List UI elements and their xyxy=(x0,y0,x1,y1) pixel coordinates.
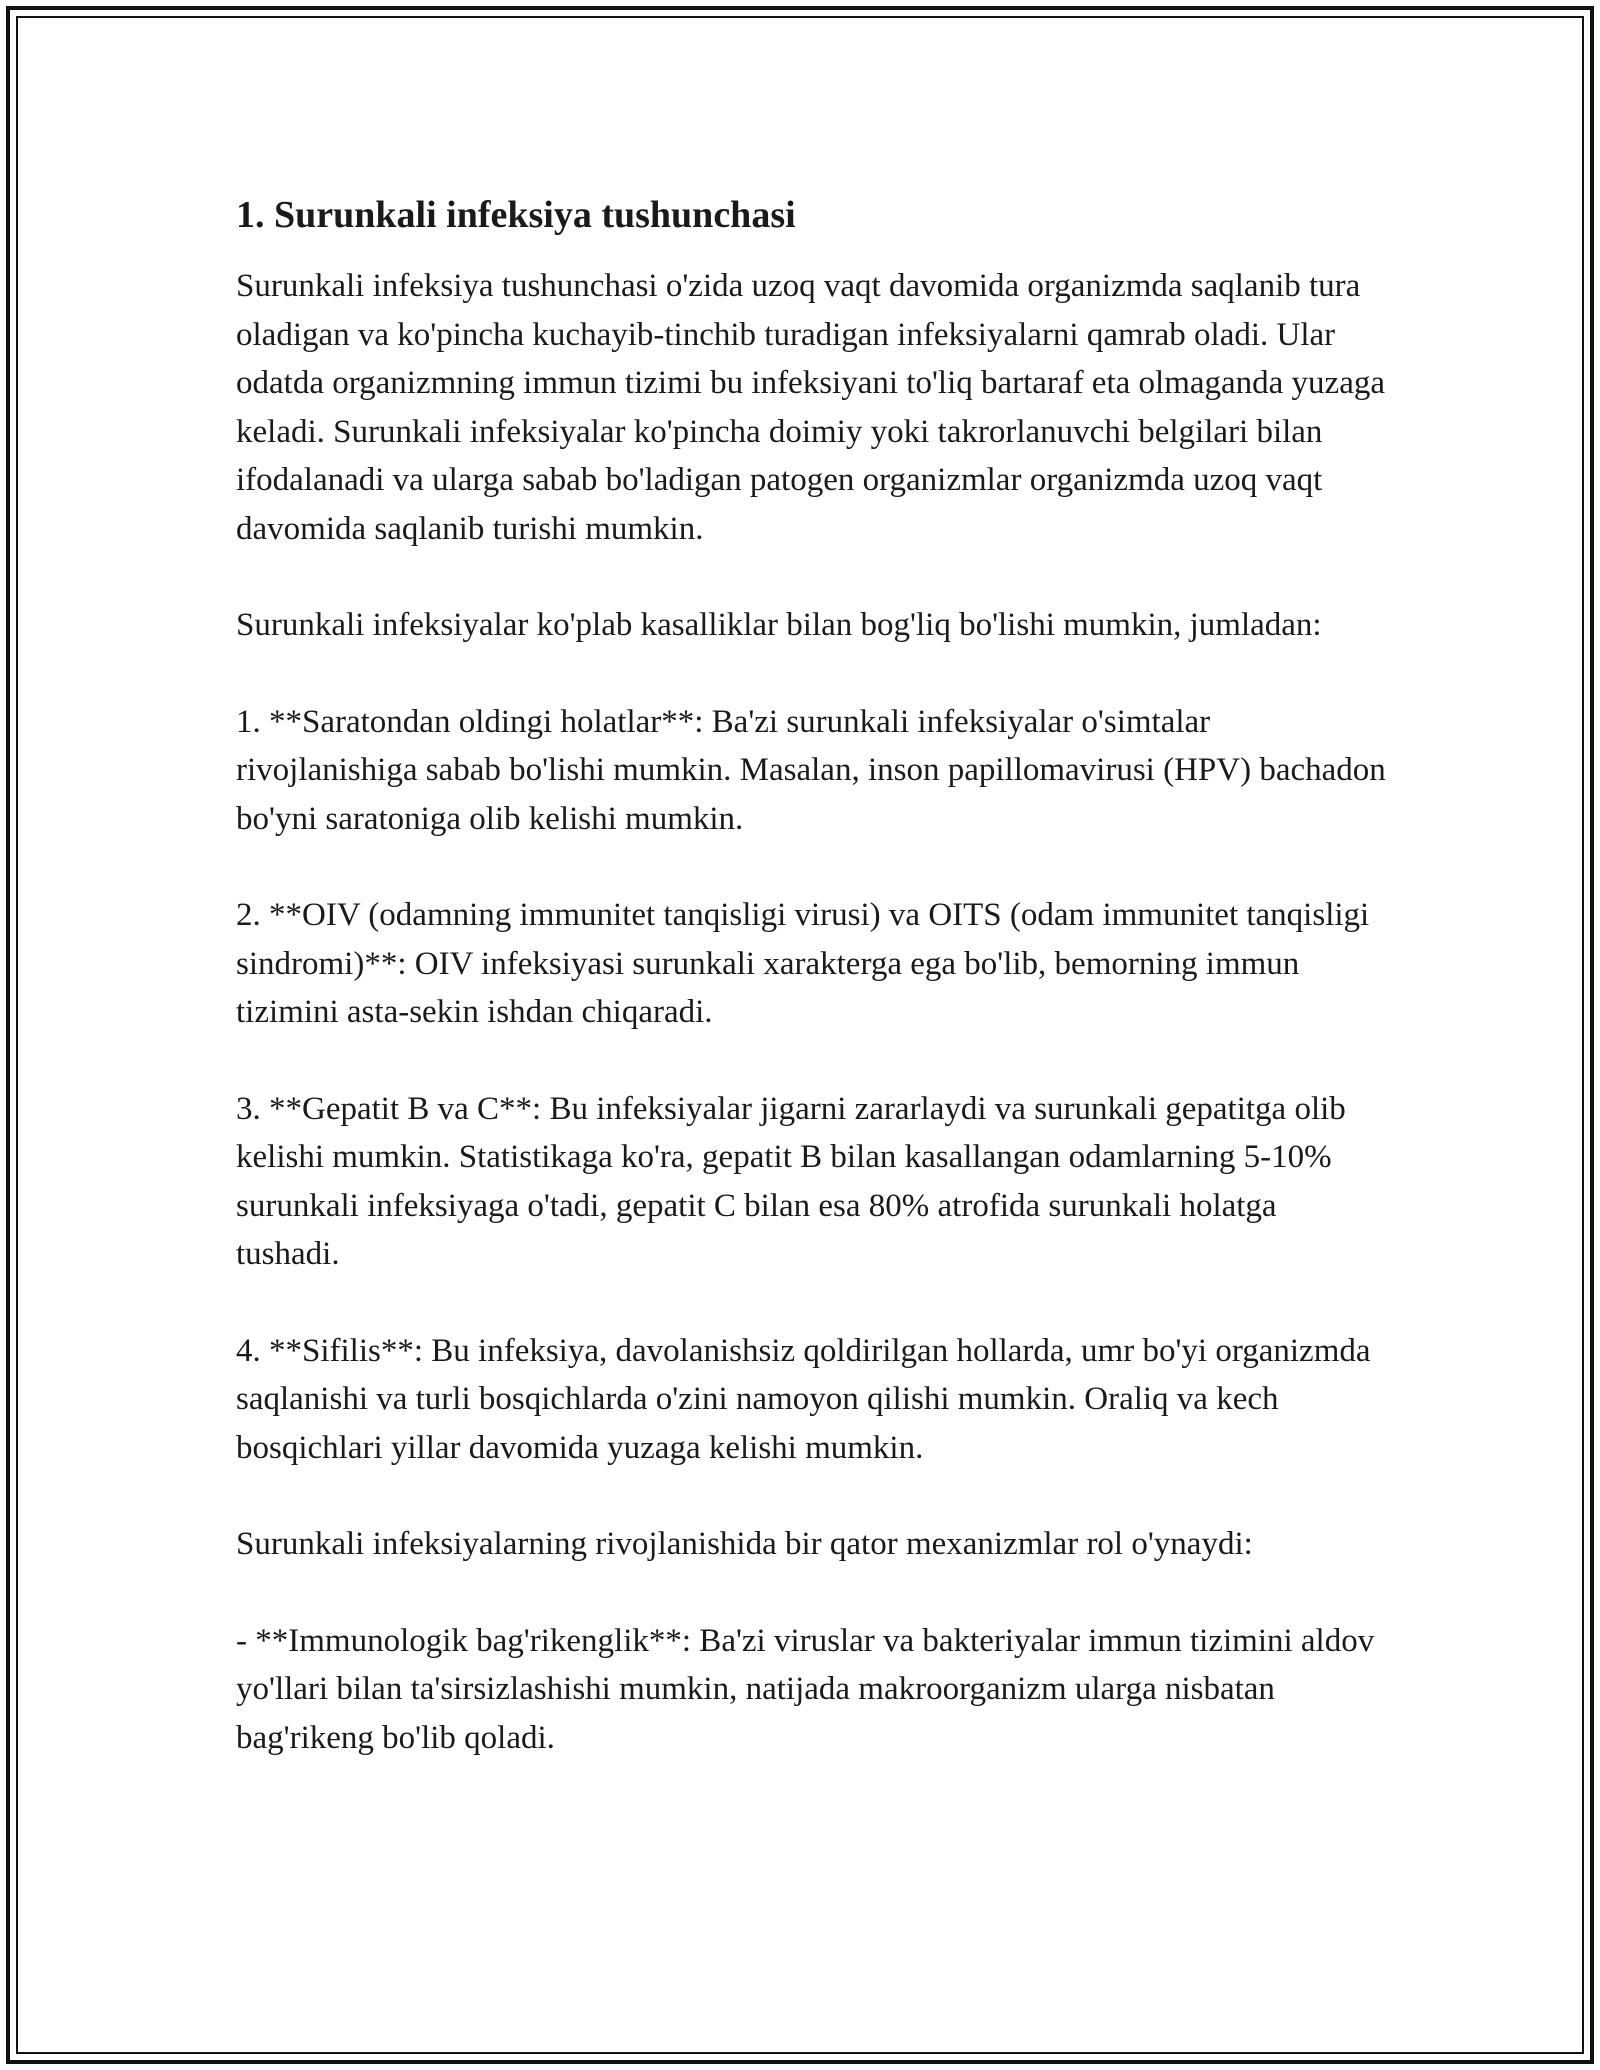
paragraph-diseases-lead: Surunkali infeksiyalar ko'plab kasalliklar bilan bog'liq bo'lishi mumkin, jumladan: xyxy=(236,607,1322,643)
document-body xyxy=(236,186,1386,1810)
paragraph-intro: Surunkali infeksiya tushunchasi o'zida uzoq vaqt davomida organizmda saqlanib tura oladigan va ko'pincha kuchayib-tinchib turadigan infeksiyalarni qamrab oladi. Ular odatda organizmning immun tizimi bu infeksiyani to'liq bartaraf eta olmaganda yuzaga keladi. Surunkali infeksiyalar ko'pincha doimiy yoki takrorlanuvchi belgilari bilan ifodalanadi va ularga sabab bo'ladigan patogen organizmlar organizmda uzoq vaqt davomida saqlanib turishi mumkin. xyxy=(236,268,1385,547)
list-item-immunological-tolerance: - **Immunologik bag'rikenglik**: Ba'zi viruslar va bakteriyalar immun tizimini aldov yo'llari bilan ta'sirsizlashishi mumkin, natijada makroorganizm ularga nisbatan bag'rikeng bo'lib qoladi. xyxy=(236,1622,1375,1756)
section-heading: 1. Surunkali infeksiya tushunchasi xyxy=(236,194,796,236)
paragraph-mechanisms-lead: Surunkali infeksiyalarning rivojlanishida bir qator mexanizmlar rol o'ynaydi: xyxy=(236,1526,1253,1562)
list-item-precancer: 1. **Saratondan oldingi holatlar**: Ba'zi surunkali infeksiyalar o'simtalar rivojlanishiga sabab bo'lishi mumkin. Masalan, inson papillomavirusi (HPV) bachadon bo'yni saratoniga olib kelishi mumkin. xyxy=(236,703,1386,837)
list-item-hiv-aids: 2. **OIV (odamning immunitet tanqisligi virusi) va OITS (odam immunitet tanqisligi sindromi)**: OIV infeksiyasi surunkali xarakterga ega bo'lib, bemorning immun tizimini asta-sekin ishdan chiqaradi. xyxy=(236,897,1370,1030)
list-item-hepatitis: 3. **Gepatit B va C**: Bu infeksiyalar jigarni zararlaydi va surunkali gepatitga olib kelishi mumkin. Statistikaga ko'ra, gepatit B bilan kasallangan odamlarning 5-10% surunkali infeksiyaga o'tadi, gepatit C bilan esa 80% atrofida surunkali holatga tushadi. xyxy=(236,1090,1346,1272)
list-item-syphilis: 4. **Sifilis**: Bu infeksiya, davolanishsiz qoldirilgan hollarda, umr bo'yi organizmda saqlanishi va turli bosqichlarda o'zini namoyon qilishi mumkin. Oraliq va kech bosqichlari yillar davomida yuzaga kelishi mumkin. xyxy=(236,1332,1371,1466)
